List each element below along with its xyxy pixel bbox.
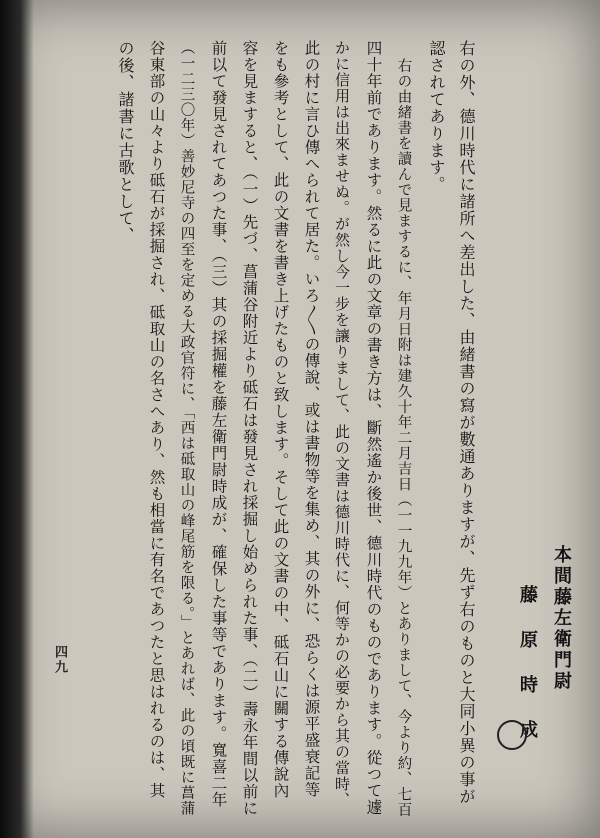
text-column: 右の外、德川時代に諸所へ差出した、由緒書の寫が數通ありますが、先ず右のものと大同小異の事が (457, 40, 476, 805)
text-column: の後、諸書に古歌として、 (116, 40, 135, 244)
text-column: 前以て發見されてあつた事、（三）其の採掘權を藤左衛門尉時成が、確保した事等であります。寬喜二年 (209, 40, 228, 808)
text-column: 此の村に言ひ傳へられて居た。いろ〳〵の傳說、或は書物等を集め、其の外に、恐らくは源平盛衰記等 (302, 40, 321, 798)
text-column: 谷東部の山々より砥石が採掘され、砥取山の名さへあり、然も相當に有名であつたと思はれるのは、其 (147, 40, 166, 799)
signatory-name: 藤 原 時 成 (517, 585, 538, 741)
text-column: をも參考として、此の文書を書き上げたものと致します。そして此の文書の中、砥石山に關する傳說內 (271, 40, 290, 799)
text-column: （一二三〇年）善妙尼寺の四至を定める大政官符に、「西は砥取山の峰尾筋を限る。」とあれば、此の頃既に菖蒲 (178, 40, 195, 816)
page-number: 四九 (52, 645, 67, 675)
text-column: 容を見ますると、（一）先づ、菖蒲谷附近より砥石は發見され採掘し始められた事、（二）壽永年間以前に (240, 40, 259, 817)
text-column: 四十年前であります。然るに此の文章の書き方は、斷然遙か後世、德川時代のものであります。從つて遽 (364, 40, 383, 816)
signatory-title: 本間藤左衛門尉 (551, 545, 572, 692)
book-spine-shadow (0, 0, 34, 838)
text-column: 右の由緒書を讀んで見まするに、年月日附は建久十年二月吉日（一一九九年）とありまして、今より約、七百 (395, 58, 412, 818)
text-column: 認されてあります。 (427, 40, 446, 193)
seal-mark (497, 720, 527, 750)
text-column: かに信用は出來ませぬ。が然し今一步を讓りまして、此の文書は德川時代に、何等かの必要から其の當時、 (333, 40, 351, 808)
